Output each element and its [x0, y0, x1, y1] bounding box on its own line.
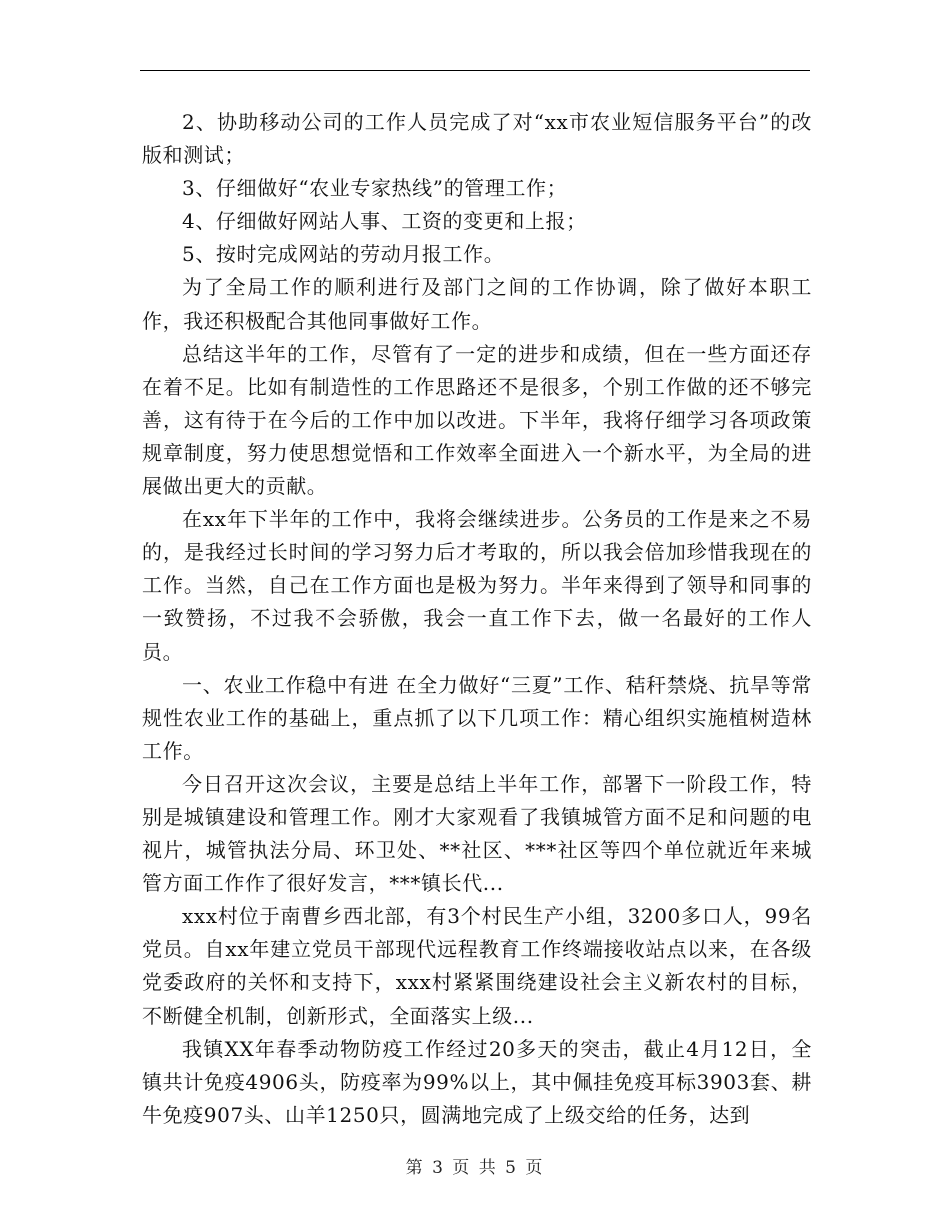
paragraph-second-half: 在xx年下半年的工作中，我将会继续进步。公务员的工作是来之不易的，是我经过长时间的学习努力后才考取的，所以我会倍加珍惜我现在的工作。当然，自己在工作方面也是极为努力。半年来得到了领导和同事的一致赞扬，不过我不会骄傲，我会一直工作下去，做一名最好的工作人员。: [142, 507, 812, 664]
paragraph-item-2: 2、协助移动公司的工作人员完成了对“xx市农业短信服务平台”的改版和测试；: [142, 110, 812, 168]
paragraph-item-5: 5、按时完成网站的劳动月报工作。: [182, 242, 505, 267]
paragraph-meeting: 今日召开这次会议，主要是总结上半年工作，部署下一阶段工作，特别是城镇建设和管理工作。刚才大家观看了我镇城管方面不足和问题的电视片，城管执法分局、环卫处、**社区、***社区等四个单位就近年来城管方面工作作了很好发言，***镇长代...: [142, 771, 812, 896]
paragraph-summary: 总结这半年的工作，尽管有了一定的进步和成绩，但在一些方面还存在着不足。比如有制造性的工作思路还不是很多，个别工作做的还不够完善，这有待于在今后的工作中加以改进。下半年，我将仔细学习各项政策规章制度，努力使思想觉悟和工作效率全面进入一个新水平，为全局的进展做出更大的贡献。: [142, 341, 812, 499]
header-rule: [140, 70, 810, 71]
paragraph-epidemic: 我镇XX年春季动物防疫工作经过20多天的突击，截止4月12日，全镇共计免疫4906头，防疫率为99%以上，其中佩挂免疫耳标3903套、耕牛免疫907头、山羊1250只，圆满地完成了上级交给的任务，达到: [142, 1036, 812, 1127]
page-number: 第 3 页 共 5 页: [405, 1158, 545, 1178]
paragraph-agriculture: 一、农业工作稳中有进 在全力做好“三夏”工作、秸秆禁烧、抗旱等常规性农业工作的基础上，重点抓了以下几项工作：精心组织实施植树造林工作。: [142, 672, 812, 763]
paragraph-cooperation: 为了全局工作的顺利进行及部门之间的工作协调，除了做好本职工作，我还积极配合其他同事做好工作。: [142, 275, 812, 333]
paragraph-item-4: 4、仔细做好网站人事、工资的变更和上报；: [182, 209, 587, 234]
paragraph-village: xxx村位于南曹乡西北部，有3个村民生产小组，3200多口人，99名党员。自xx年建立党员干部现代远程教育工作终端接收站点以来，在各级党委政府的关怀和支持下，xxx村紧紧围绕建设社会主义新农村的目标，不断健全机制，创新形式，全面落实上级...: [142, 904, 812, 1028]
paragraph-item-3: 3、仔细做好“农业专家热线”的管理工作；: [182, 176, 568, 201]
document-body: [142, 106, 812, 1132]
